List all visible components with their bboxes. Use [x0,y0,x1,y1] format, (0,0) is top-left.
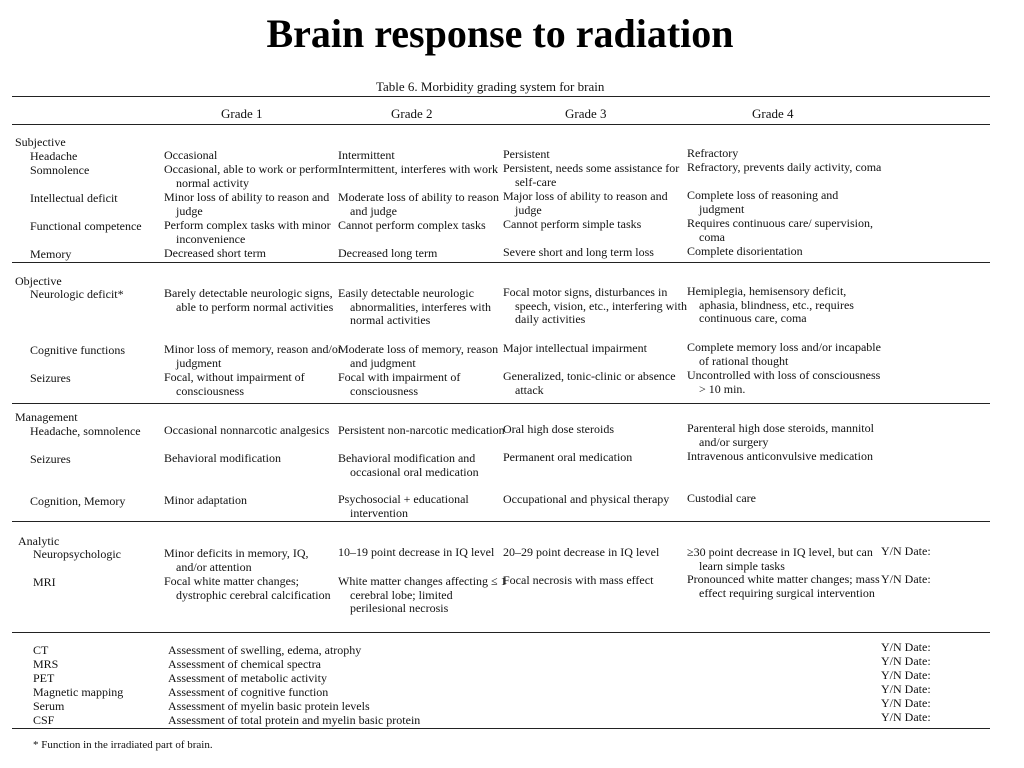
cell-functional-grade-3: Cannot perform simple tasks [503,217,642,231]
test-label-serum: Serum [33,699,65,713]
row-label-somnolence: Somnolence [30,163,90,177]
row-label-headache-somnolence: Headache, somnolence [30,424,141,438]
table-caption: Table 6. Morbidity grading system for brain [376,79,605,94]
yn-date-mri: Y/N Date: [881,572,931,586]
rule-management [12,521,990,522]
section-title-management: Management [15,410,78,424]
cell-headache-grade-1: Occasional [164,148,218,162]
test-desc-mrs: Assessment of chemical spectra [168,657,321,671]
cell-memory-grade-1: Decreased short term [164,246,266,260]
grade-4-header: Grade 4 [752,106,794,121]
test-desc-pet: Assessment of metabolic activity [168,671,327,685]
cell-intellectual-grade-1: Minor loss of ability to reason and judge [164,190,330,218]
cell-somnolence-grade-2: Intermittent, interferes with work [338,162,498,176]
cell-neurologic-grade-4: Hemiplegia, hemisensory deficit, aphasia, blindness, etc., requires continuous care, coma [687,284,854,325]
cell-intellectual-grade-2: Moderate loss of ability to reason and judge [338,190,499,218]
slide-title: Brain response to radiation [266,11,734,56]
grade-2-header: Grade 2 [391,106,433,121]
cell-mgmt-headache-grade-2: Persistent non-narcotic medication [338,423,505,437]
cell-headache-grade-3: Persistent [503,147,550,161]
test-desc-magnetic-mapping: Assessment of cognitive function [168,685,329,699]
test-desc-ct: Assessment of swelling, edema, atrophy [168,643,362,657]
row-label-cognition-memory: Cognition, Memory [30,494,126,508]
yn-date-neuropsychologic: Y/N Date: [881,544,931,558]
section-title-analytic: Analytic [18,534,60,548]
grade-1-header: Grade 1 [221,106,263,121]
test-label-pet: PET [33,671,55,685]
yn-date-serum: Y/N Date: [881,696,931,710]
footnote: * Function in the irradiated part of brain. [33,739,213,751]
cell-somnolence-grade-3: Persistent, needs some assistance for self-care [503,161,680,189]
test-label-magnetic-mapping: Magnetic mapping [33,685,124,699]
test-label-mrs: MRS [33,657,59,671]
cell-mgmt-seizures-grade-1: Behavioral modification [164,451,281,465]
grade-3-header: Grade 3 [565,106,607,121]
row-label-seizures-objective: Seizures [30,371,71,385]
cell-cognitive-grade-1: Minor loss of memory, reason and/or judgment [164,342,342,370]
cell-cognitive-grade-3: Major intellectual impairment [503,341,647,355]
cell-cognitive-grade-2: Moderate loss of memory, reason and judgment [338,342,499,370]
cell-somnolence-grade-4: Refractory, prevents daily activity, coma [687,160,882,174]
cell-neuropsych-grade-4: ≥30 point decrease in IQ level, but can learn simple tasks [687,545,873,573]
yn-date-ct: Y/N Date: [881,640,931,654]
cell-headache-grade-2: Intermittent [338,148,395,162]
yn-date-magnetic-mapping: Y/N Date: [881,682,931,696]
cell-mgmt-cognition-grade-2: Psychosocial + educational intervention [338,492,469,520]
cell-intellectual-grade-4: Complete loss of reasoning and judgment [687,188,839,216]
rule-subjective [12,262,990,263]
cell-neurologic-grade-3: Focal motor signs, disturbances in speech, vision, etc., interfering with daily activities [503,285,687,326]
cell-seizures-obj-grade-1: Focal, without impairment of consciousness [164,370,305,398]
row-label-mri: MRI [33,575,56,589]
row-label-headache: Headache [30,149,78,163]
test-label-csf: CSF [33,713,55,727]
cell-mri-grade-2: White matter changes affecting ≤ 1 cerebral lobe; limited perilesional necrosis [338,574,507,615]
yn-date-csf: Y/N Date: [881,710,931,724]
cell-memory-grade-2: Decreased long term [338,246,438,260]
row-label-neuropsychologic: Neuropsychologic [33,547,121,561]
row-label-neurologic-deficit: Neurologic deficit* [30,287,124,301]
row-label-cognitive-functions: Cognitive functions [30,343,125,357]
cell-mgmt-headache-grade-3: Oral high dose steroids [503,422,614,436]
cell-mgmt-seizures-grade-3: Permanent oral medication [503,450,633,464]
cell-memory-grade-3: Severe short and long term loss [503,245,654,259]
cell-seizures-obj-grade-2: Focal with impairment of consciousness [338,370,461,398]
yn-date-mrs: Y/N Date: [881,654,931,668]
cell-mgmt-headache-grade-1: Occasional nonnarcotic analgesics [164,423,330,437]
cell-mgmt-headache-grade-4: Parenteral high dose steroids, mannitol and/or surgery [687,421,874,449]
cell-cognitive-grade-4: Complete memory loss and/or incapable of rational thought [687,340,881,368]
rule-bottom [12,728,990,729]
cell-functional-grade-4: Requires continuous care/ supervision, coma [687,216,873,244]
row-label-intellectual-deficit: Intellectual deficit [30,191,118,205]
cell-functional-grade-1: Perform complex tasks with minor inconvenience [164,218,331,246]
test-desc-csf: Assessment of total protein and myelin basic protein [168,713,421,727]
cell-seizures-obj-grade-3: Generalized, tonic-clinic or absence attack [503,369,676,397]
section-title-subjective: Subjective [15,135,66,149]
cell-headache-grade-4: Refractory [687,146,739,160]
cell-neuropsych-grade-1: Minor deficits in memory, IQ, and/or attention [164,546,309,574]
cell-mri-grade-3: Focal necrosis with mass effect [503,573,654,587]
rule-objective [12,403,990,404]
cell-mgmt-cognition-grade-1: Minor adaptation [164,493,247,507]
row-label-memory: Memory [30,247,72,261]
cell-mgmt-seizures-grade-2: Behavioral modification and occasional oral medication [338,451,479,479]
rule-top [12,96,990,97]
row-label-seizures-management: Seizures [30,452,71,466]
cell-mri-grade-4: Pronounced white matter changes; mass effect requiring surgical intervention [687,572,880,600]
cell-mgmt-cognition-grade-3: Occupational and physical therapy [503,492,670,506]
cell-neurologic-grade-2: Easily detectable neurologic abnormalities, interferes with normal activities [338,286,491,327]
cell-intellectual-grade-3: Major loss of ability to reason and judge [503,189,668,217]
cell-somnolence-grade-1: Occasional, able to work or perform normal activity [164,162,338,190]
test-desc-serum: Assessment of myelin basic protein levels [168,699,370,713]
cell-neuropsych-grade-2: 10–19 point decrease in IQ level [338,545,495,559]
cell-functional-grade-2: Cannot perform complex tasks [338,218,486,232]
rule-analytic [12,632,990,633]
cell-memory-grade-4: Complete disorientation [687,244,803,258]
cell-neurologic-grade-1: Barely detectable neurologic signs, able to perform normal activities [164,286,334,314]
cell-mgmt-cognition-grade-4: Custodial care [687,491,756,505]
cell-mri-grade-1: Focal white matter changes; dystrophic cerebral calcification [164,574,331,602]
yn-date-pet: Y/N Date: [881,668,931,682]
section-title-objective: Objective [15,274,62,288]
row-label-functional-competence: Functional competence [30,219,142,233]
cell-seizures-obj-grade-4: Uncontrolled with loss of consciousness > 10 min. [687,368,881,396]
rule-header [12,124,990,125]
cell-mgmt-seizures-grade-4: Intravenous anticonvulsive medication [687,449,873,463]
cell-neuropsych-grade-3: 20–29 point decrease in IQ level [503,545,660,559]
test-label-ct: CT [33,643,49,657]
